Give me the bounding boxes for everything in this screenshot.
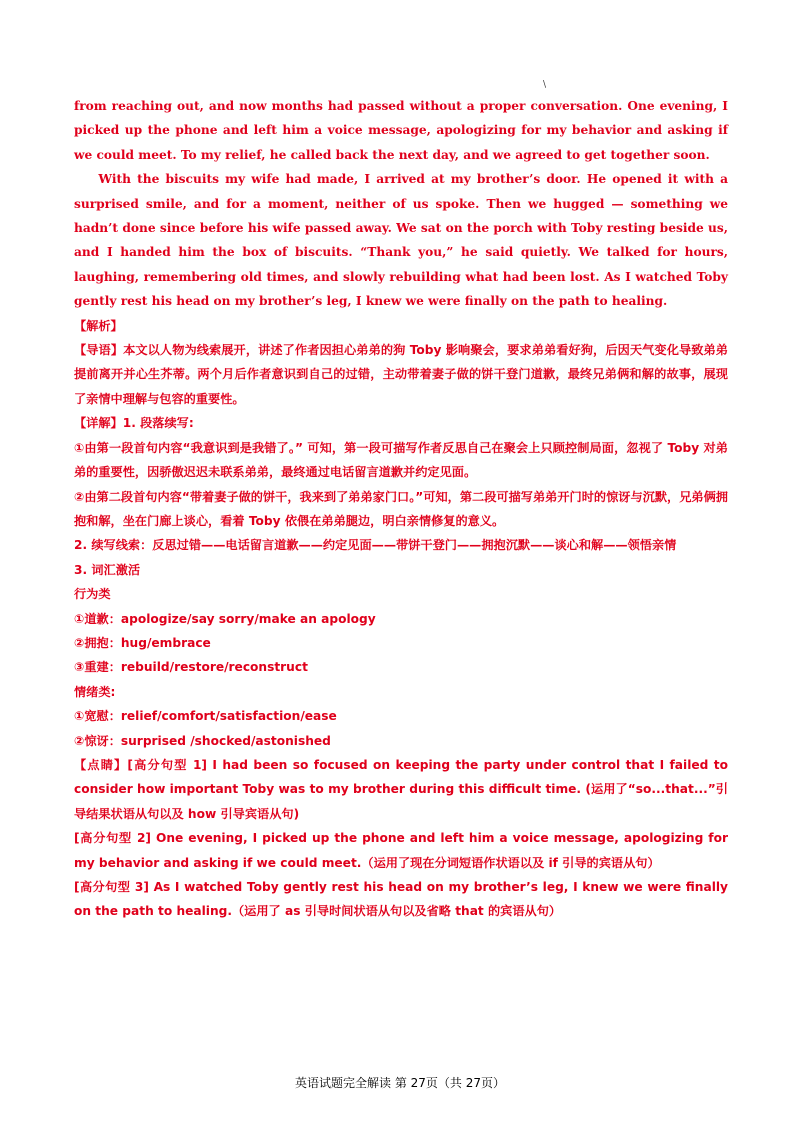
vocab-item: ③重建：rebuild/restore/reconstruct xyxy=(74,660,308,675)
vocab-heading: 3. 词汇激活 xyxy=(74,562,141,577)
detail-heading: 【详解】1. 段落续写: xyxy=(74,416,194,431)
vocab-item: ①宽慰：relief/comfort/satisfaction/ease xyxy=(74,709,337,724)
stray-mark: \ xyxy=(543,80,547,90)
key-sentence-1: 【点睛】[高分句型 1] I had been so focused on keeping the party under control that I failed to consider how important Toby was to my brother during this difficult time. (运用了“so...that...”引导结果状语从句以及 how 引导宾语从句) xyxy=(74,757,728,821)
detail-paragraph-2: ②由第二段首句内容“带着妻子做的饼干，我来到了弟弟家门口。”可知，第二段可描写弟弟开门时的惊讶与沉默，兄弟俩拥抱和解，坐在门廊上谈心，看着 Toby 依偎在弟弟腿边，明白亲情修复的意义。 xyxy=(74,489,728,528)
writing-clue: 2. 续写线索：反思过错——电话留言道歉——约定见面——带饼干登门——拥抱沉默——谈心和解——领悟亲情 xyxy=(74,538,677,553)
detail-paragraph-1: ①由第一段首句内容“我意识到是我错了。” 可知，第一段可描写作者反思自己在聚会上只顾控制局面，忽视了 Toby 对弟弟的重要性，因骄傲迟迟未联系弟弟，最终通过电话留言道歉并约定见面。 xyxy=(74,440,728,480)
analysis-heading: 【解析】 xyxy=(74,318,123,333)
vocab-item: ①道歉：apologize/say sorry/make an apology xyxy=(74,611,376,626)
analysis-intro: 【导语】本文以人物为线索展开，讲述了作者因担心弟弟的狗 Toby 影响聚会，要求弟弟看好狗，后因天气变化导致弟弟提前离开并心生芥蒂。两个月后作者意识到自己的过错，主动带着妻子做的饼干登门道歉，最终兄弟俩和解的故事，展现了亲情中理解与包容的重要性。 xyxy=(74,343,728,406)
vocab-item: ②拥抱：hug/embrace xyxy=(74,635,211,650)
story-paragraph-1: from reaching out, and now months had passed without a proper conversation. One evening, I picked up the phone and left him a voice message, apologizing for my behavior and asking if we could meet. To my relief, he called back the next day, and we agreed to get together soon. xyxy=(74,99,728,162)
behavior-heading: 行为类 xyxy=(74,587,111,602)
document-body xyxy=(74,94,728,924)
story-paragraph-2: With the biscuits my wife had made, I arrived at my brother’s door. He opened it with a surprised smile, and for a moment, neither of us spoke. Then we hugged — something we hadn’t done since before his wife passed away. We sat on the porch with Toby resting beside us, and I handed him the box of biscuits. “Thank you,” he said quietly. We talked for hours, laughing, remembering old times, and slowly rebuilding what had been lost. As I watched Toby gently rest his head on my brother’s leg, I knew we were finally on the path to healing. xyxy=(74,172,728,309)
key-sentence-2: [高分句型 2] One evening, I picked up the phone and left him a voice message, apologizing for my behavior and asking if we could meet.（运用了现在分词短语作状语以及 if 引导的宾语从句） xyxy=(74,831,728,870)
vocab-item: ②惊讶：surprised /shocked/astonished xyxy=(74,733,331,748)
emotion-heading: 情绪类: xyxy=(74,684,116,699)
key-sentence-3: [高分句型 3] As I watched Toby gently rest his head on my brother’s leg, I knew we were finally on the path to healing.（运用了 as 引导时间状语从句以及省略 that 的宾语从句） xyxy=(74,880,728,919)
page-footer: 英语试题完全解读 第 27页（共 27页） xyxy=(295,1076,505,1090)
